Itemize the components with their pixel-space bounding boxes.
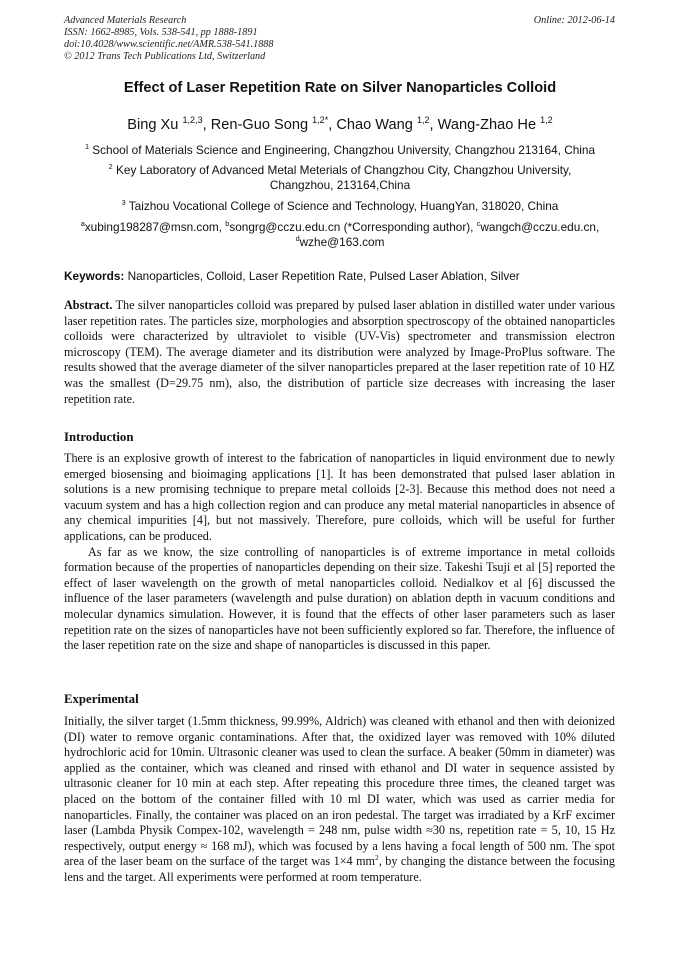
author-affiliation-mark: 1,2 (540, 115, 553, 126)
email-link[interactable]: xubing198287@msn.com, (84, 220, 222, 234)
paragraph (64, 714, 615, 886)
email-link[interactable]: wzhe@163.com (299, 235, 385, 249)
paragraph: There is an explosive growth of interest to the fabrication of nanoparticles in liquid environment due to newly emerged biosensing and bioimaging applications [1]. It has been demonstrated that pulsed laser ablation in solutions is a new promising technique to prepare metal colloids [2-3]. Because this method does not need a vacuum system and has a high collection region and can produce any metal material nanoparticles in absence of any chemical impurities [4], but not massively. Therefore, pure colloids, which will be useful for further applications, can be produced. (64, 451, 615, 543)
author-name: Chao Wang (336, 117, 413, 133)
affiliation-text: School of Materials Science and Engineering, Changzhou University, Changzhou 213164, China (92, 143, 596, 157)
abstract (64, 298, 615, 407)
email-mark: a (80, 219, 85, 229)
author-name: Bing Xu (127, 117, 179, 133)
paragraph-text: , by changing the distance between the focusing lens and the target. All experiments were performed at room temperature. (64, 854, 615, 884)
author-name: Wang-Zhao He (437, 117, 537, 133)
journal-copyright: © 2012 Trans Tech Publications Ltd, Switzerland (64, 51, 266, 62)
affiliation-text: Taizhou Vocational College of Science and Technology, HuangYan, 318020, China (128, 199, 559, 213)
author-list: Bing Xu $^{1,2,3}$, Ren-Guo Song $^{1,2*}$, Chao Wang $^{1,2}$, Wang-Zhao He $^{1,2}$ (127, 115, 553, 133)
journal-name: Advanced Materials Research (64, 15, 187, 26)
author-affiliation-mark: 1,2* (312, 115, 329, 126)
author-affiliation-mark: 1,2,3 (182, 115, 203, 126)
journal-doi: doi:10.4028/www.scientific.net/AMR.538-541.1888 (64, 39, 274, 50)
author-name: Ren-Guo Song (210, 117, 309, 133)
affiliation-2 (62, 163, 618, 193)
abstract-label: Abstract. (64, 298, 113, 312)
email-mark: b (225, 219, 230, 229)
superscript: 2 (375, 853, 379, 863)
experimental-section (64, 714, 615, 886)
affiliation-text: Key Laboratory of Advanced Metal Meterials of Changzhou City, Changzhou University, (116, 163, 572, 177)
email-mark: c (476, 219, 481, 229)
author-emails (62, 220, 618, 250)
paper-title: Effect of Laser Repetition Rate on Silver Nanoparticles Colloid (123, 80, 557, 96)
affiliation-3 (62, 199, 618, 214)
paragraph: As far as we know, the size controlling of nanoparticles is of extreme importance in metal colloids formation because of the properties of nanoparticles depending on their size. Takeshi Tsuji et al [5] reported the effect of laser wavelength on the growth of metal nanoparticles colloid. Nedialkov et al [6] discussed the influence of the laser parameters (wavelength and pulse duration) on ablation depth in vacuum conditions and molecular dynamics simulation. However, it is found that the effects of other laser parameters such as laser repetition rate on the sizes of nanoparticles have not been sufficiently explored so far. Therefore, the influence of the laser repetition rate on the size and shape of nanoparticles is discussed in this paper. (64, 544, 615, 653)
affiliation-mark: 2 (108, 162, 113, 172)
keywords-label: Keywords: (64, 269, 125, 283)
online-date: Online: 2012-06-14 (533, 15, 615, 26)
abstract-text: The silver nanoparticles colloid was prepared by pulsed laser ablation in distilled water under various laser repetition rates. The particles size, morphologies and absorption spectroscopy of the obtained nanoparticles colloids were characterized by ultraviolet to visible (UV-Vis) spectrometer and transmission electron microscopy (TEM). The average diameter and its distribution were analyzed by Image-ProPlus software. The results showed that the average diameter of the silver nanoparticles prepared at the laser repetition rate of 10 HZ was the smallest (D=29.75 nm), also, the distribution of particle size decreases with increasing the laser repetition rate. (64, 298, 616, 406)
email-mark: d (295, 234, 300, 244)
journal-issn: ISSN: 1662-8985, Vols. 538-541, pp 1888-1891 (64, 27, 258, 38)
email-link[interactable]: wangch@cczu.edu.cn, (480, 220, 600, 234)
affiliation-mark: 3 (121, 198, 126, 208)
author-affiliation-mark: 1,2 (416, 115, 430, 126)
section-heading-experimental: Experimental (64, 692, 139, 706)
journal-header (64, 15, 615, 63)
section-heading-introduction: Introduction (64, 430, 134, 444)
introduction-section (64, 451, 615, 654)
affiliation-text: Changzhou, 213164,China (269, 178, 411, 192)
email-link[interactable]: songrg@cczu.edu.cn (*Corresponding author), (229, 220, 474, 234)
affiliation-mark: 1 (84, 142, 89, 152)
paragraph-text: Initially, the silver target (1.5mm thickness, 99.99%, Aldrich) was cleaned with ethanol and then with deionized (DI) water to remove organic contaminations. After that, the oxidized layer was removed with 10% diluted hydrochloric acid for 10min. Ultrasonic cleaner was used to clean the surface. A beaker (50mm in diameter) was applied as the container, which was cleaned and rinsed with ethanol and DI water in sequence assisted by ultrasonic cleaner for 10 min at each step. After repeating this procedure three times, the cleaned target was placed on the bottom of the container filled with 10 ml DI water, which was used as carrier media for nanoparticles. Finally, the container was placed on an iron pedestal. The target was irradiated by a KrF excimer laser (Lambda Physik Compex-102, wavelength = 248 nm, pulse width ≈30 ns, repetition rate = 5, 10, 15 Hz respectively, output energy ≈ 168 mJ), which was focused by a lens having a focal length of 500 nm. The spot area of the laser beam on the surface of the target was 1×4 mm (64, 714, 615, 869)
affiliation-1 (62, 143, 618, 158)
keywords-text: Nanoparticles, Colloid, Laser Repetition Rate, Pulsed Laser Ablation, Silver (127, 269, 520, 283)
keywords (64, 269, 615, 283)
